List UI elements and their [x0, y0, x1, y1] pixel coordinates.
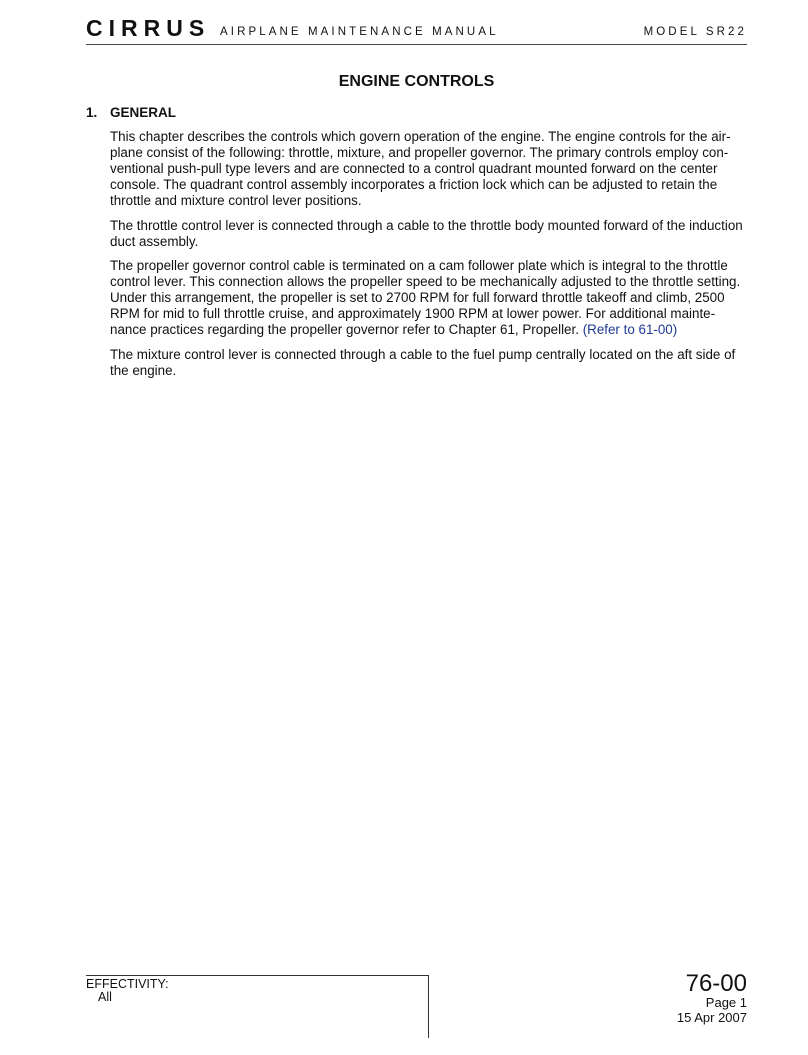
effectivity-value: All	[98, 990, 112, 1004]
document-number: 76-00	[685, 970, 747, 997]
page-number: Page 1	[705, 995, 747, 1010]
page-header	[86, 14, 747, 45]
section-number: 1.	[86, 105, 98, 120]
paragraph-propeller	[110, 258, 748, 338]
paragraph-intro: This chapter describes the controls which govern operation of the engine. The engine controls for the air- plane consist of the following: throttle, mixture, and propeller governor. The primary controls employ con- ventional push-pull type levers and are connected to a control quadrant mounted forward on the center console. The quadrant control assembly incorporates a friction lock which can be adjusted to retain the throttle and mixture control lever positions.	[110, 129, 731, 209]
paragraph-mixture: The mixture control lever is connected through a cable to the fuel pump centrally located on the aft side of the engine.	[110, 346, 736, 378]
revision-date: 15 Apr 2007	[676, 1010, 747, 1025]
model-label: MODEL SR22	[643, 26, 747, 38]
manual-title: AIRPLANE MAINTENANCE MANUAL	[220, 26, 499, 38]
effectivity-label: EFFECTIVITY:	[86, 977, 169, 991]
reference-link-61-00[interactable]: (Refer to 61-00)	[582, 322, 678, 338]
paragraph-propeller-text: The propeller governor control cable is terminated on a cam follower plate which is integral to the throttle control lever. This connection allows the propeller speed to be mechanically adjusted to the throttle setting. Under this arrangement, the propeller is set to 2700 RPM for full forward throttle takeoff and climb, 2500 RPM for mid to full throttle cruise, and approximately 1900 RPM at lower power. For additional mainte- nance practices regarding the propeller governor refer to Chapter 61, Propeller.	[110, 258, 741, 338]
body-text	[110, 129, 748, 387]
effectivity-box	[86, 975, 429, 1038]
brand-logo: CIRRUS	[86, 15, 211, 41]
section-title: GENERAL	[110, 105, 177, 120]
paragraph-throttle: The throttle control lever is connected through a cable to the throttle body mounted forward of the induction duct assembly.	[110, 217, 743, 249]
chapter-title: ENGINE CONTROLS	[338, 73, 495, 90]
